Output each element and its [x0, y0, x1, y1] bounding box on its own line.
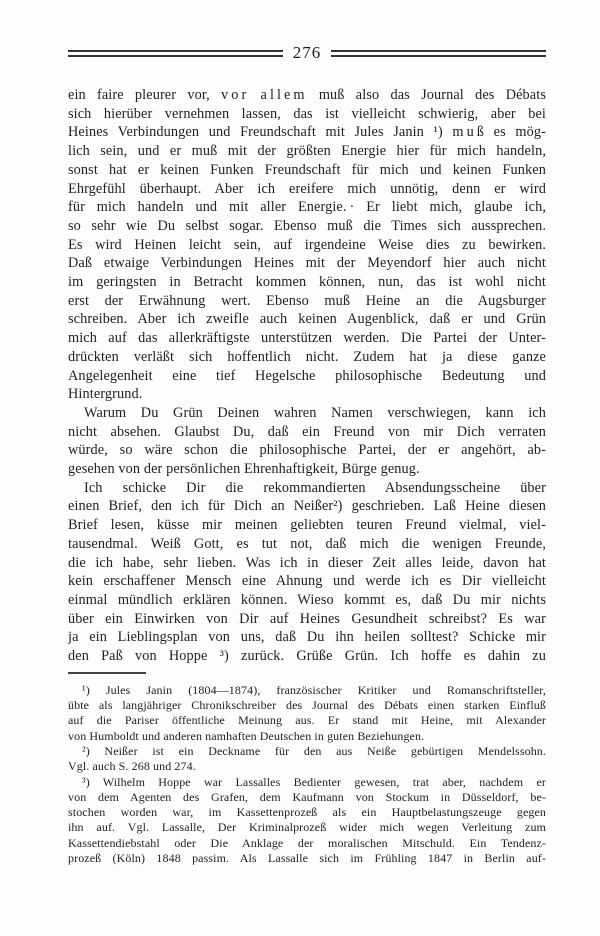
- footnotes: [68, 683, 546, 867]
- text-line: drückten verläßt sich hoffentlich nicht. Zudem hat ja diese ganze: [68, 348, 546, 365]
- text-line: gesehen von der persönlichen Ehrenhaftigkeit, Bürge genug.: [68, 461, 420, 478]
- footnote-separator: [68, 672, 146, 674]
- paragraph: [68, 404, 546, 479]
- text-line: für mich handeln und mit aller Energie. · Er liebt mich, glaube ich,: [68, 199, 546, 216]
- text-line: den Paß von Hoppe ³) zurück. Grüße Grün. Ich hoffe es dahin zu: [68, 648, 546, 665]
- text-line: würde, so wäre schon die philosophische Partei, der er angehört, ab-: [68, 442, 546, 459]
- text-line: Warum Du Grün Deinen wahren Namen verschwiegen, kann ich: [84, 404, 546, 421]
- text-line: schreiben. Aber ich zweifle auch keinen Augenblick, daß er und Grün: [68, 311, 546, 328]
- text-line: Ehrgefühl überhaupt. Aber ich ereifere mich unnötig, denn er wird: [68, 180, 546, 197]
- text-line: kein erschaffener Mensch eine Ahnung und werde ich es Dir vielleicht: [68, 573, 546, 590]
- paragraph: [68, 479, 546, 666]
- text-line: mich auf das allerkräftigste unterstützen werden. Die Partei der Unter-: [68, 330, 546, 347]
- footnote-line: ²) Neißer ist ein Deckname für den aus Neiße gebürtigen Mendelssohn.: [82, 743, 546, 758]
- body-text: [68, 86, 546, 666]
- footnote-line: von dem Agenten des Grafen, dem Kaufmann von Stockum in Düsseldorf, be-: [68, 789, 546, 804]
- text-line: im geringsten in Betracht kommen können, nun, das ist wohl nicht: [68, 274, 546, 291]
- text-line: ja ein Lieblingsplan von uns, daß Du ihn heilen solltest? Schicke mir: [68, 629, 546, 646]
- running-head: [68, 43, 546, 62]
- text-line: Brief lesen, küsse mir meinen geliebten teuren Freund vielmal, viel-: [68, 517, 546, 534]
- text-line: einen Brief, den ich für Dich an Neißer²) geschrieben. Laß Heine diesen: [68, 498, 546, 515]
- text-line: einmal mündlich erklären können. Wieso kommt es, daß Du mir nichts: [68, 591, 546, 608]
- footnote-line: von Humboldt und anderen namhaften Deutschen in guten Beziehungen.: [68, 728, 425, 743]
- footnote-line: stochen worden war, im Kassettenprozeß als ein Hauptbelastungszeuge gegen: [68, 805, 546, 820]
- text-line: sich hierüber vernehmen lassen, das ist vielleicht schwierig, aber bei: [68, 105, 546, 122]
- text-line: Heines Verbindungen und Freundschaft mit Jules Janin ¹) m u ß es mög-: [68, 124, 546, 141]
- text-line: sonst hat er keinen Funken Freundschaft für mich und keinen Funken: [68, 161, 546, 178]
- text-line: Hintergrund.: [68, 386, 143, 403]
- text-line: Daß etwaige Verbindungen Heines mit der Meyendorf hier auch nicht: [68, 255, 546, 272]
- footnote-line: prozeß (Köln) 1848 passim. Als Lassalle sich im Frühling 1847 in Berlin auf-: [68, 851, 546, 866]
- footnote-line: Vgl. auch S. 268 und 274.: [68, 759, 196, 774]
- text-line: erst der Erwähnung wert. Ebenso muß Heine an die Augsburger: [68, 292, 546, 309]
- page-number: 276: [292, 43, 322, 62]
- footnote-line: ¹) Jules Janin (1804—1874), französischer Kritiker und Romanschriftsteller,: [82, 682, 546, 697]
- footnote-line: ³) Wilhelm Hoppe war Lassalles Bedienter gewesen, trat aber, nachdem er: [82, 774, 546, 789]
- header-rule-left: [68, 50, 283, 57]
- text-line: Angelegenheit eine tief Hegelsche philosophische Bedeutung und: [68, 367, 546, 384]
- text-line: Es wird Heinen leicht sein, auf irgendeine Weise dies zu bewirken.: [68, 236, 546, 253]
- text-line: Ich schicke Dir die rekommandierten Absendungsscheine über: [84, 479, 546, 496]
- text-line: ein faire pleurer vor, v o r a l l e m muß also das Journal des Débats: [68, 87, 546, 103]
- text-line: tausendmal. Weiß Gott, es tut not, daß mich die wenigen Freunde,: [68, 535, 546, 552]
- footnote-line: Kassettendiebstahl oder Die Anklage der moralischen Mitschuld. Ein Tendenz-: [68, 835, 546, 850]
- text-line: über ein Einwirken von Dir auf Heines Gesundheit schreibst? Es war: [68, 610, 546, 627]
- footnote-1: [68, 683, 546, 744]
- footnote-3: [68, 775, 546, 867]
- text-line: lich sein, und er muß mit der größten Energie hier für mich handeln,: [68, 143, 546, 160]
- paragraph: [68, 86, 546, 404]
- footnote-line: übte als langjähriger Chronikschreiber des Journal des Débats einen starken Einfluß: [68, 698, 546, 713]
- header-rule-right: [331, 50, 546, 57]
- text-line: so sehr wie Du selbst sogar. Ebenso muß die Times sich aussprechen.: [68, 217, 546, 234]
- text-line: die ich habe, sehr lieben. Was ich in dieser Zeit alles leide, davon hat: [68, 554, 546, 571]
- footnote-2: [68, 744, 546, 775]
- footnote-line: auf die Pariser öffentliche Meinung aus. Er stand mit Heine, mit Alexander: [68, 713, 546, 728]
- text-line: nicht absehen. Glaubst Du, daß ein Freund von mir Dich verraten: [68, 423, 546, 440]
- footnote-line: ihn auf. Vgl. Lassalle, Der Kriminalprozeß wider mich wegen Verleitung zum: [68, 820, 546, 835]
